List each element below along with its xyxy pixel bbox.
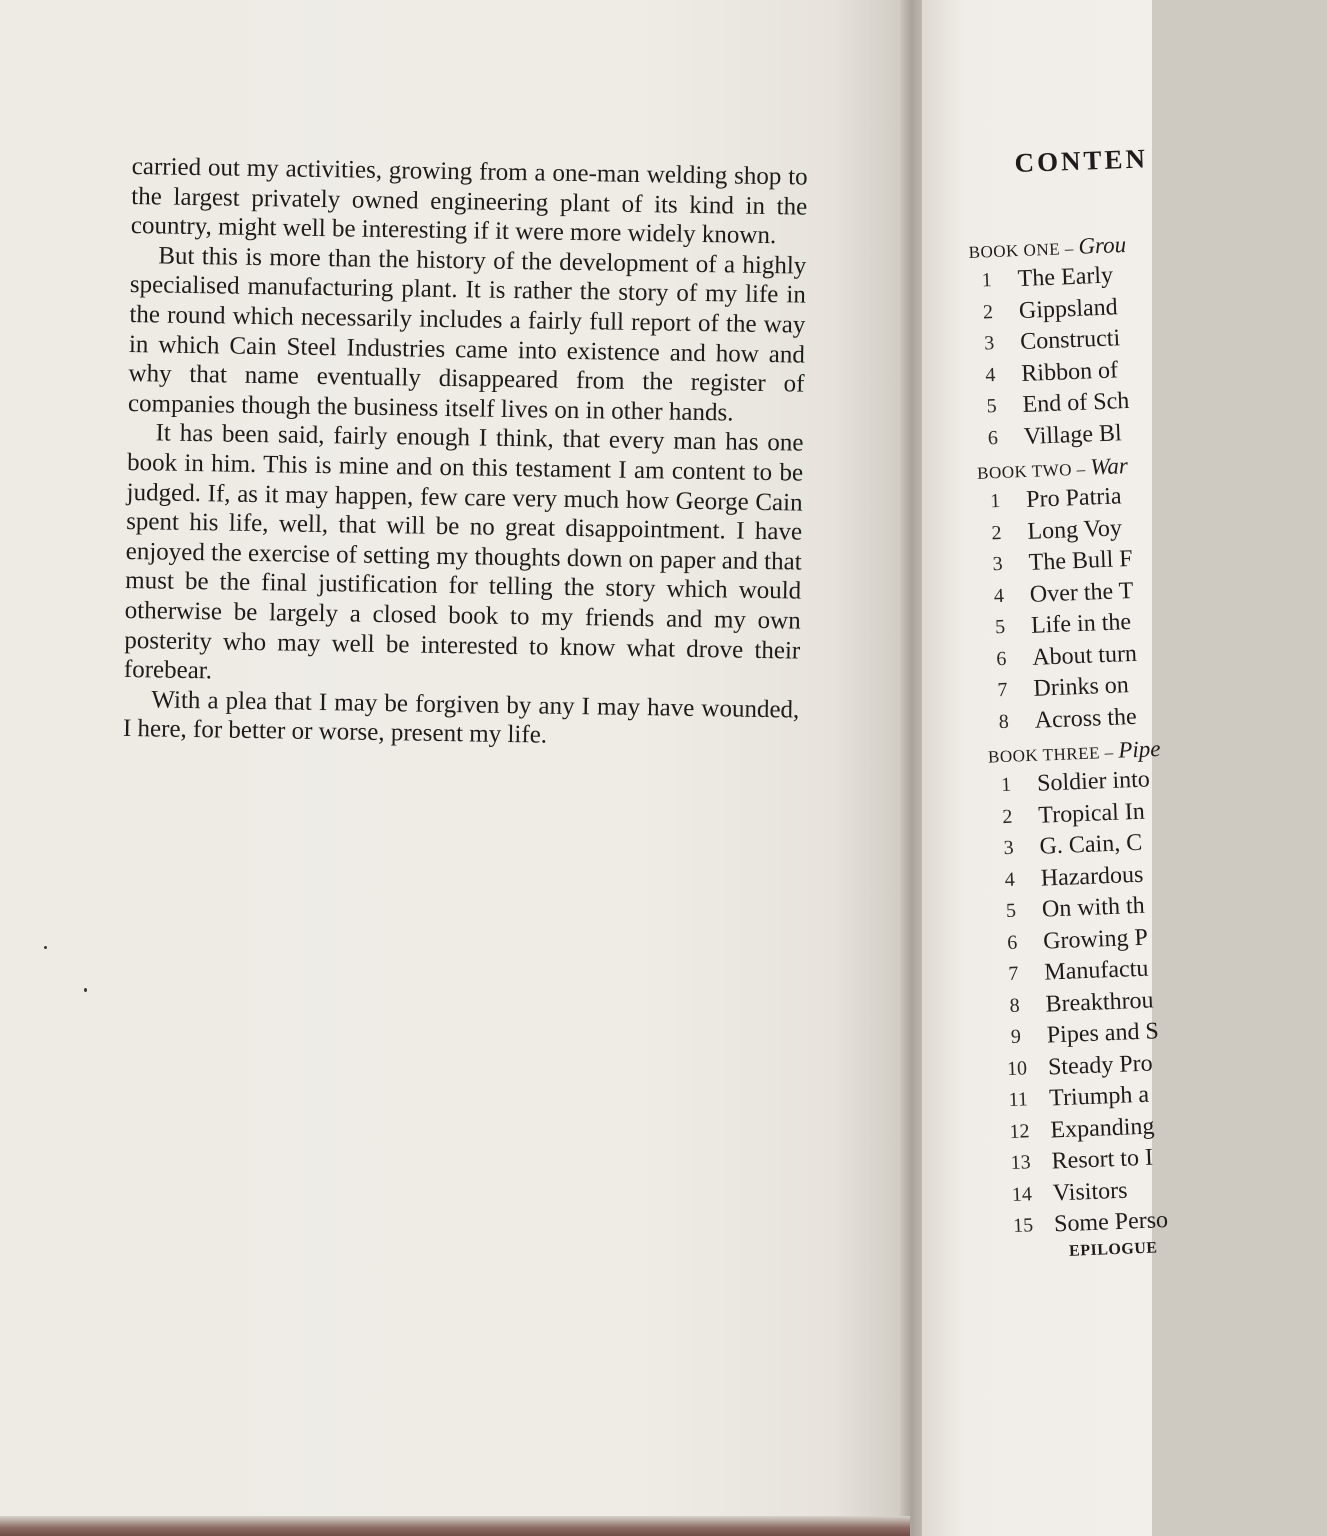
chapter-title: Village Bl <box>1023 420 1123 450</box>
chapter-title: On with th <box>1041 892 1146 923</box>
book-label: BOOK ONE – <box>968 238 1079 262</box>
chapter-number: 8 <box>1009 994 1021 1017</box>
chapter-title: Gippsland <box>1018 294 1119 324</box>
paper-speck <box>44 946 47 949</box>
chapter-number: 1 <box>1000 774 1012 797</box>
chapter-number: 3 <box>1003 836 1015 860</box>
chapter-number: 10 <box>1006 1057 1028 1080</box>
chapter-number: 6 <box>1006 931 1018 954</box>
paragraph: With a plea that I may be forgiven by any I may have wounded, I here, for better or worse, present my life. <box>122 686 800 749</box>
book-label: BOOK THREE – <box>987 742 1119 767</box>
paper-speck <box>84 988 87 992</box>
chapter-title: Pro Patria <box>1025 483 1123 514</box>
chapter-title: Life in the <box>1030 609 1132 640</box>
chapter-title: Manufactu <box>1043 955 1149 986</box>
chapter-number: 1 <box>981 269 993 292</box>
chapter-title: Visitors <box>1052 1177 1128 1207</box>
chapter-number: 9 <box>1010 1025 1022 1049</box>
contents-title: CONTEN <box>1014 143 1149 178</box>
chapter-number: 5 <box>986 395 998 418</box>
chapter-number: 7 <box>1008 962 1019 986</box>
chapter-title: End of Sch <box>1022 388 1130 419</box>
book-subtitle: Pipe <box>1117 736 1161 763</box>
chapter-title: Growing P <box>1042 924 1149 955</box>
chapter-title: Over the T <box>1029 577 1134 608</box>
chapter-title: Breakthrou <box>1045 987 1155 1018</box>
chapter-number: 6 <box>987 426 999 450</box>
chapter-title: Steady Pro <box>1047 1050 1154 1081</box>
chapter-number: 4 <box>1004 868 1016 891</box>
paragraph: carried out my activities, growing from a one-man welding shop to the largest privately owned engineering plant of its kind in the country, might well be interesting if it were more widely known. <box>130 152 808 250</box>
epilogue-entry: EPILOGUE <box>1068 1238 1158 1260</box>
chapter-title: The Early <box>1017 262 1114 293</box>
body-text <box>123 152 808 754</box>
table-of-contents <box>968 222 1327 1263</box>
chapter-number: 3 <box>983 332 995 355</box>
page-bottom-edge <box>0 1516 910 1536</box>
chapter-number: 2 <box>982 300 994 324</box>
chapter-number: 12 <box>1009 1120 1030 1143</box>
chapter-number: 4 <box>993 584 1005 608</box>
chapter-number: 5 <box>994 616 1006 639</box>
chapter-number: 2 <box>991 521 1002 545</box>
chapter-title: Across the <box>1034 703 1138 734</box>
paragraph: But this is more than the history of the development of a highly specialised manufacturing plant. It is rather the story of my life in the round which necessarily includes a fairly full report of the way in which Cain Steel Industries came into existence and how and why that name eventually disappeared from the register of companies though the business itself lives on in other hands. <box>127 242 807 427</box>
chapter-title: Drinks on <box>1033 672 1130 703</box>
book-subtitle: War <box>1089 453 1129 480</box>
chapter-number: 3 <box>992 553 1004 576</box>
chapter-title: Long Voy <box>1026 515 1123 545</box>
chapter-number: 2 <box>1001 805 1013 828</box>
chapter-number: 6 <box>995 647 1007 670</box>
chapter-title: G. Cain, C <box>1039 830 1143 860</box>
chapter-number: 1 <box>989 490 1001 513</box>
chapter-title: Tropical In <box>1037 798 1146 829</box>
chapter-title: Some Perso <box>1053 1207 1169 1238</box>
chapter-number: 13 <box>1010 1151 1032 1175</box>
chapter-title: Triumph a <box>1048 1081 1150 1112</box>
chapter-title: Resort to I <box>1051 1144 1154 1175</box>
chapter-title: The Bull F <box>1028 546 1134 577</box>
book-subtitle: Grou <box>1077 231 1127 259</box>
chapter-number: 15 <box>1012 1214 1034 1238</box>
chapter-title: Soldier into <box>1036 766 1151 797</box>
chapter-number: 5 <box>1005 899 1017 923</box>
book-label: BOOK TWO – <box>976 459 1091 483</box>
chapter-title: Constructi <box>1019 325 1121 356</box>
paragraph: It has been said, fairly enough I think, that every man has one book in him. This is mine and on this testament I am content to be judged. If, as it may happen, few care very much how George Cain spent his life, well, that will be no great disappointment. I have enjoyed the exercise of setting my thoughts down on paper and that must be the final justification for telling the story which would otherwise be largely a closed book to my friends and my own posterity who may well be interested to know what drove their forebear. <box>123 419 804 685</box>
chapter-number: 14 <box>1011 1183 1033 1206</box>
chapter-title: Pipes and S <box>1046 1018 1160 1049</box>
chapter-number: 7 <box>997 679 1008 702</box>
chapter-title: Expanding <box>1049 1113 1155 1144</box>
chapter-title: About turn <box>1031 640 1138 671</box>
chapter-title: Hazardous <box>1040 861 1144 892</box>
chapter-number: 8 <box>998 710 1010 733</box>
chapter-number: 11 <box>1008 1088 1029 1112</box>
chapter-title: Ribbon of <box>1020 357 1119 387</box>
chapter-number: 4 <box>985 363 996 387</box>
